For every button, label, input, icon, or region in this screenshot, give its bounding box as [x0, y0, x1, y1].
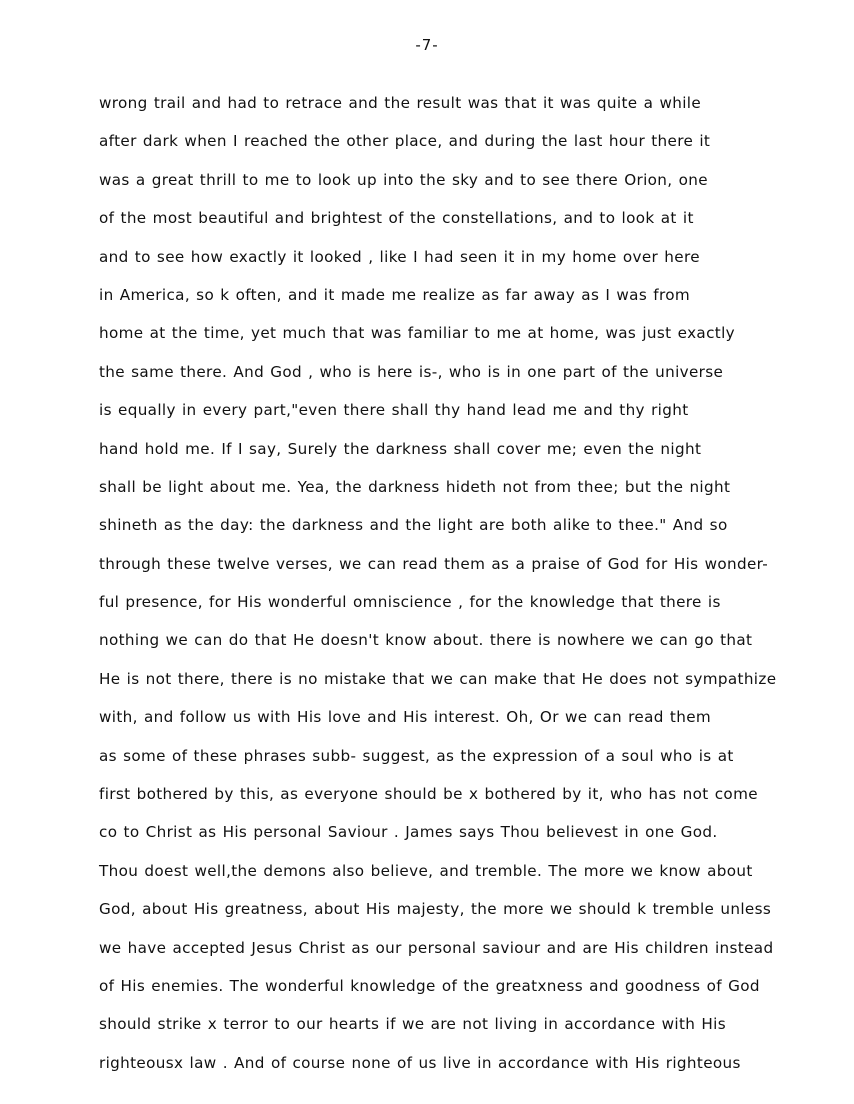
text-line: after dark when I reached the other place, and during the last hour there it — [99, 132, 711, 151]
page-number: -7- — [415, 36, 439, 54]
text-line: nothing we can do that He doesn't know about. there is nowhere we can go that — [99, 631, 753, 650]
text-line: hand hold me. If I say, Surely the darkness shall cover me; even the night — [99, 439, 702, 458]
text-line: as some of these phrases subb- suggest, as the expression of a soul who is at — [99, 746, 734, 765]
text-line: with, and follow us with His love and His interest. Oh, Or we can read them — [99, 708, 712, 727]
text-line: first bothered by this, as everyone should be x bothered by it, who has not come — [99, 785, 758, 804]
text-line: we have accepted Jesus Christ as our personal saviour and are His children instead — [99, 938, 774, 957]
text-line: shineth as the day: the darkness and the light are both alike to thee." And so — [99, 516, 728, 535]
text-line: ful presence, for His wonderful omniscience , for the knowledge that there is — [99, 593, 721, 612]
text-line: was a great thrill to me to look up into the sky and to see there Orion, one — [99, 170, 708, 189]
text-line: the same there. And God , who is here is-, who is in one part of the universe — [99, 362, 724, 381]
text-line: co to Christ as His personal Saviour . James says Thou believest in one God. — [99, 823, 718, 842]
text-line: of the most beautiful and brightest of the constellations, and to look at it — [99, 209, 694, 228]
text-line: righteousx law . And of course none of us live in accordance with His righteous — [99, 1053, 741, 1072]
body-text — [99, 92, 819, 1090]
text-line: in America, so k often, and it made me realize as far away as I was from — [99, 285, 690, 304]
text-line: should strike x terror to our hearts if we are not living in accordance with His — [99, 1015, 727, 1034]
text-line: of His enemies. The wonderful knowledge of the greatxness and goodness of God — [99, 976, 760, 995]
text-line: is equally in every part,"even there shall thy hand lead me and thy right — [99, 401, 689, 420]
text-line: and to see how exactly it looked , like I had seen it in my home over here — [99, 247, 700, 266]
text-line: He is not there, there is no mistake that we can make that He does not sympathize — [99, 669, 777, 688]
text-line: through these twelve verses, we can read them as a praise of God for His wonder- — [99, 554, 769, 573]
text-line: God, about His greatness, about His majesty, the more we should k tremble unless — [99, 900, 772, 919]
text-line: shall be light about me. Yea, the darkness hideth not from thee; but the night — [99, 477, 731, 496]
text-line: Thou doest well,the demons also believe, and tremble. The more we know about — [99, 861, 753, 880]
text-line: home at the time, yet much that was familiar to me at home, was just exactly — [99, 324, 735, 343]
text-line: wrong trail and had to retrace and the result was that it was quite a while — [99, 94, 702, 112]
